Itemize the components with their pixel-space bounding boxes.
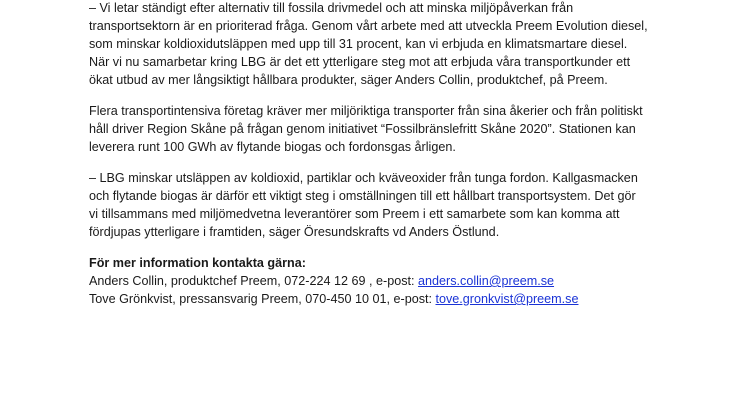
paragraph-spacer [89,89,689,102]
text-line: Flera transportintensiva företag kräver mer miljöriktiga transporter från sina åkerier och från politiskt [89,104,643,118]
email-link-anders-collin[interactable]: anders.collin@preem.se [418,274,555,288]
text-line: vi tillsammans med miljömedvetna leverantörer som Preem i ett samarbete som kan komma att [89,207,620,221]
text-line: – Vi letar ständigt efter alternativ till fossila drivmedel och att minska miljöpåverkan från [89,1,574,15]
paragraph-spacer [89,156,689,169]
text-line: och flytande biogas är därför ett viktigt steg i omställningen till ett hållbart transportsystem. Det gör [89,189,636,203]
contact-line-tove-gronkvist [89,290,689,308]
contact-details: Tove Grönkvist, pressansvarig Preem, 070-450 10 01, e-post: [89,292,436,306]
paragraph-region-skane [89,102,689,156]
text-line: som minskar koldioxidutsläppen med upp till 31 procent, kan vi erbjuda en klimatsmartare diesel. [89,37,628,51]
text-line: – LBG minskar utsläppen av koldioxid, partiklar och kväveoxider från tunga fordon. Kallgasmacken [89,171,638,185]
text-line: När vi nu samarbetar kring LBG är det ett ytterligare steg mot att erbjuda våra transportkunder ett [89,55,631,69]
text-line: fördjupas ytterligare i framtiden, säger Öresundskrafts vd Anders Östlund. [89,225,500,239]
contact-details: Anders Collin, produktchef Preem, 072-224 12 69 , e-post: [89,274,419,288]
contact-heading: För mer information kontakta gärna: [89,256,306,270]
document-body [89,0,689,308]
paragraph-preem-quote [89,0,689,89]
text-line: håll driver Region Skåne på frågan genom initiativet “Fossilbränslefritt Skåne 2020”. Stationen kan [89,122,636,136]
text-line: transportsektorn är en prioriterad fråga. Genom vårt arbete med att utveckla Preem Evolution diesel, [89,19,648,33]
text-line: leverera runt 100 GWh av flytande biogas och fordonsgas årligen. [89,140,456,154]
contact-section [89,254,689,308]
email-link-tove-gronkvist[interactable]: tove.gronkvist@preem.se [435,292,579,306]
contact-line-anders-collin [89,272,689,290]
paragraph-oresundskraft-quote [89,169,689,241]
text-line: ökat utbud av mer långsiktigt hållbara produkter, säger Anders Collin, produktchef, på Preem. [89,73,608,87]
paragraph-spacer [89,241,689,254]
